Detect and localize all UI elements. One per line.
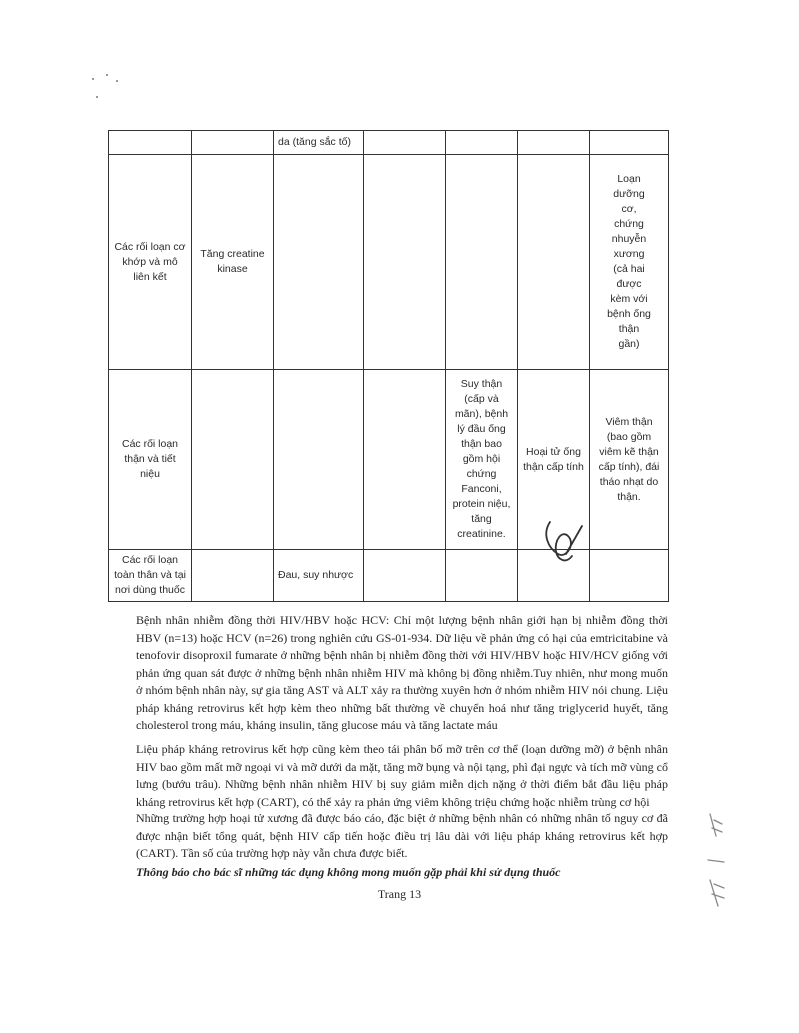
table-cell bbox=[274, 370, 364, 550]
table-cell: Loạn dưỡng cơ, chứng nhuyễn xương (cả hai được kèm với bệnh ống thận gần) bbox=[590, 155, 669, 370]
table-cell: Đau, suy nhược bbox=[274, 550, 364, 602]
table-cell bbox=[518, 155, 590, 370]
table-cell bbox=[518, 131, 590, 155]
page-number: Trang 13 bbox=[377, 887, 422, 901]
table-cell bbox=[274, 155, 364, 370]
table-cell bbox=[364, 370, 446, 550]
scan-specks bbox=[88, 70, 128, 110]
table-cell bbox=[446, 131, 518, 155]
paragraph-osteonecrosis: Những trường hợp hoại tử xương đã được báo cáo, đặc biệt ở những bệnh nhân có những nhân tố nguy cơ đã được nhận biết tổng quát, bệnh HIV cấp tiến hoặc điều trị lâu dài với liệu pháp kháng retrovirus kết hợp (CART). Tần số của trường hợp này vẫn chưa được biết. bbox=[136, 811, 668, 860]
organ-class-cell: Các rối loạn cơ khớp và mô liên kết bbox=[109, 155, 192, 370]
handwritten-signature bbox=[536, 514, 586, 570]
table-cell bbox=[192, 370, 274, 550]
table-cell bbox=[192, 131, 274, 155]
table-row bbox=[109, 131, 669, 155]
reporting-note: Thông báo cho bác sĩ những tác dụng không mong muốn gặp phải khi sử dụng thuốc bbox=[136, 865, 561, 879]
table-cell bbox=[590, 550, 669, 602]
table-cell: Tăng creatine kinase bbox=[192, 155, 274, 370]
table-cell: da (tăng sắc tố) bbox=[274, 131, 364, 155]
paragraph-lipodystrophy: Liệu pháp kháng retrovirus kết hợp cũng kèm theo tái phân bố mỡ trên cơ thể (loạn dưỡng mỡ) ở bệnh nhân HIV bao gồm mất mỡ ngoại vi và mỡ dưới da mặt, tăng mỡ bụng và nội tạng, phì đại ngực và tích mỡ vùng cổ lưng (bướu trâu). Những bệnh nhân nhiễm HIV bị suy giảm miễn dịch nặng ở thời điểm bắt đầu liệu pháp kháng retrovirus kết hợp (CART), có thể xảy ra phản ứng viêm không triệu chứng hoặc nhiễm trùng cơ hội bbox=[136, 742, 668, 809]
table-cell: Suy thận (cấp và mãn), bệnh lý đầu ống thận bao gồm hội chứng Fanconi, protein niệu, tăng creatinine. bbox=[446, 370, 518, 550]
organ-class-cell: Các rối loạn toàn thân và tại nơi dùng thuốc bbox=[109, 550, 192, 602]
organ-class-cell bbox=[109, 131, 192, 155]
table-cell: Viêm thận (bao gồm viêm kẽ thận cấp tính), đái tháo nhạt do thận. bbox=[590, 370, 669, 550]
table-cell bbox=[590, 131, 669, 155]
paragraph-coinfection: Bệnh nhân nhiễm đồng thời HIV/HBV hoặc HCV: Chỉ một lượng bệnh nhân giới hạn bị nhiễm đồng thời HBV (n=13) hoặc HCV (n=26) trong nghiên cứu GS-01-934. Dữ liệu về phản ứng có hại của emtricitabine và tenofovir disoproxil fumarate ở những bệnh nhân bị nhiễm đồng thời với HIV/HBV hoặc HIV/HCV giống với phản ứng quan sát được ở những bệnh nhân nhiễm HIV mà không bị đồng nhiễm.Tuy nhiên, như mong muốn ở nhóm bệnh nhân này, sự gia tăng AST và ALT xảy ra thường xuyên hơn ở nhóm nhiễm HIV nói chung. Liệu pháp kháng retrovirus kết hợp kèm theo những bất thường về chuyển hoá như tăng triglycerid huyết, tăng cholesterol trong máu, kháng insulin, tăng glucose máu và tăng lactate máu bbox=[136, 613, 668, 732]
margin-handwriting-mark bbox=[702, 810, 732, 910]
table-cell: Hoại tử ống thận cấp tính bbox=[518, 370, 590, 550]
organ-class-cell: Các rối loạn thận và tiết niệu bbox=[109, 370, 192, 550]
table-cell bbox=[446, 155, 518, 370]
table-row bbox=[109, 155, 669, 370]
table-cell bbox=[446, 550, 518, 602]
table-cell bbox=[192, 550, 274, 602]
table-cell bbox=[364, 131, 446, 155]
table-cell bbox=[364, 155, 446, 370]
table-cell bbox=[364, 550, 446, 602]
